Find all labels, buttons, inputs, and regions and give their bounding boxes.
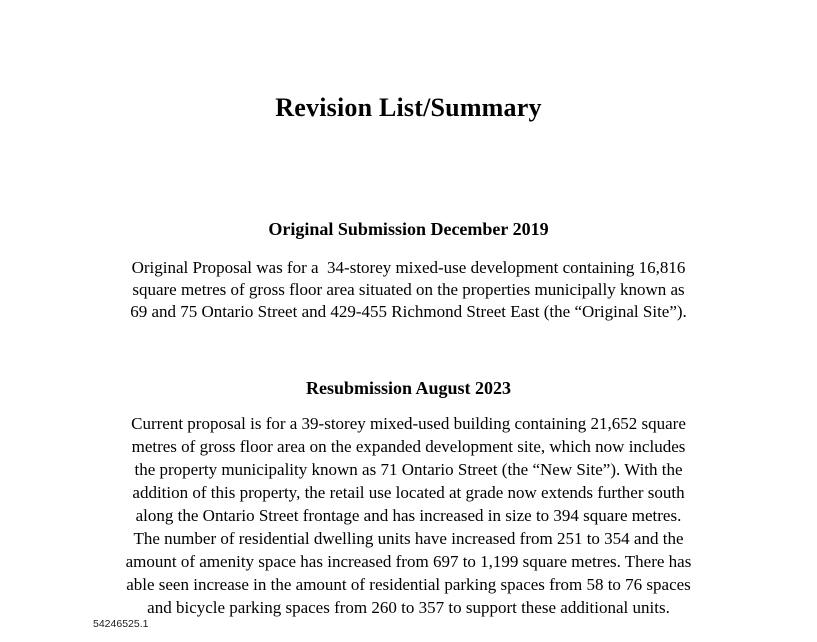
- text-line: The number of residential dwelling units have increased from 251 to 354 and the: [133, 529, 684, 548]
- text-line: able seen increase in the amount of residential parking spaces from 58 to 76 spaces: [126, 575, 691, 594]
- text-line: metres of gross floor area on the expanded development site, which now includes: [131, 437, 686, 456]
- text-line: addition of this property, the retail use located at grade now extends further south: [132, 483, 685, 502]
- text-line: 69 and 75 Ontario Street and 429-455 Richmond Street East (the “Original Site”).: [130, 302, 687, 321]
- resubmission-paragraph: [0, 412, 817, 619]
- text-line: Current proposal is for a 39-storey mixed-used building containing 21,652 square: [131, 414, 686, 433]
- text-line: amount of amenity space has increased from 697 to 1,199 square metres. There has: [125, 552, 692, 571]
- section-original-submission: [0, 218, 817, 323]
- section-resubmission: [0, 377, 817, 619]
- text-line: square metres of gross floor area situated on the properties municipally known as: [132, 280, 685, 299]
- text-line: Original Proposal was for a 34-storey mixed-use development containing 16,816: [131, 258, 686, 277]
- text-line: the property municipality known as 71 Ontario Street (the “New Site”). With the: [134, 460, 683, 479]
- text-line: along the Ontario Street frontage and has increased in size to 394 square metres.: [135, 506, 682, 525]
- document-title: Revision List/Summary: [275, 93, 542, 122]
- resubmission-heading: Resubmission August 2023: [305, 378, 512, 398]
- original-submission-heading: Original Submission December 2019: [268, 219, 549, 239]
- document-number-footer: 54246525.1: [93, 618, 149, 630]
- original-submission-paragraph: [0, 257, 817, 323]
- text-line: and bicycle parking spaces from 260 to 357 to support these additional units.: [147, 598, 670, 617]
